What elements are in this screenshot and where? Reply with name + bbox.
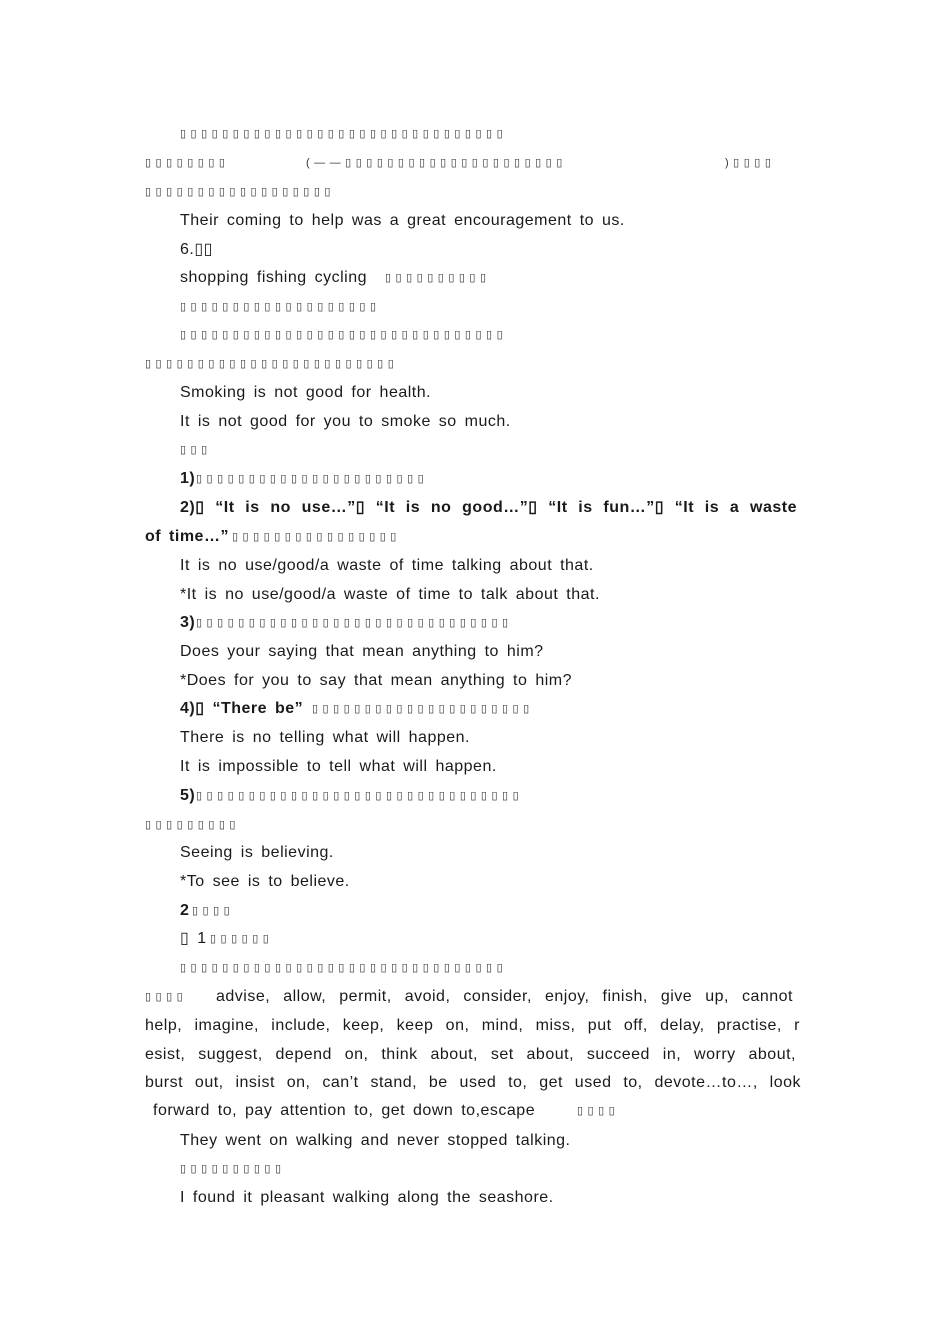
example-sentence: It is not good for you to smoke so much. <box>180 413 511 430</box>
text-line: )▯▯▯▯ <box>725 157 776 169</box>
verb-list: forward to, pay attention to, get down to,escape <box>153 1102 536 1119</box>
verb-list: help, imagine, include, keep, keep on, mind, miss, put off, delay, practise, r <box>145 1017 800 1034</box>
verb-list: esist, suggest, depend on, think about, set about, succeed in, worry about, <box>145 1046 796 1063</box>
example-sentence: Smoking is not good for health. <box>180 384 432 401</box>
verb-list: advise, allow, permit, avoid, consider, enjoy, finish, give up, cannot <box>216 988 793 1005</box>
verb-list: burst out, insist on, can’t stand, be used to, get used to, devote…to…, look <box>145 1074 801 1091</box>
text-line: ▯▯▯▯▯▯▯▯ <box>145 157 230 169</box>
text-line: ▯▯▯▯▯▯▯▯▯▯▯▯▯▯▯▯▯▯▯▯▯▯▯▯▯▯▯▯▯▯▯ <box>180 962 508 974</box>
text-line: ▯▯▯▯▯▯▯▯▯▯ <box>385 272 491 284</box>
text-line: (——▯▯▯▯▯▯▯▯▯▯▯▯▯▯▯▯▯▯▯▯▯ <box>306 157 567 169</box>
text-line: ▯▯▯▯▯▯▯▯▯▯▯▯▯▯▯▯▯▯▯▯▯▯ <box>196 473 429 485</box>
rule-number: 3) <box>180 614 196 631</box>
example-sentence: They went on walking and never stopped talking. <box>180 1132 571 1149</box>
example-sentence: *To see is to believe. <box>180 873 350 890</box>
example-sentence: I found it pleasant walking along the seashore. <box>180 1189 554 1206</box>
example-sentence: Seeing is believing. <box>180 844 334 861</box>
rule-number: 1) <box>180 470 196 487</box>
example-sentence: It is no use/good/a waste of time talking about that. <box>180 557 594 574</box>
rule-text: 4)▯ “There be” <box>180 700 304 717</box>
text-line: ▯▯▯▯▯▯▯▯▯▯▯▯▯▯▯▯▯▯▯▯▯▯▯▯▯▯▯▯▯▯▯ <box>180 128 508 140</box>
section-number: 2 <box>180 902 190 919</box>
example-sentence: It is impossible to tell what will happen. <box>180 758 497 775</box>
text-line: ▯▯▯ <box>180 444 212 456</box>
subsection-number: ▯ 1 <box>180 930 207 947</box>
example-sentence: Does your saying that mean anything to him? <box>180 643 544 660</box>
text-line: ▯▯▯▯ <box>577 1105 620 1117</box>
text-line: ▯▯▯▯▯▯▯▯▯▯▯▯▯▯▯▯▯▯▯▯▯▯▯▯▯▯▯▯▯▯ <box>196 617 513 629</box>
text-line: ▯▯▯▯▯▯▯▯▯ <box>145 819 240 831</box>
rule-number: 5) <box>180 787 196 804</box>
text-line: ▯▯▯▯ <box>145 991 188 1003</box>
text-line: ▯▯▯▯▯▯▯▯▯▯▯▯▯▯▯▯▯▯▯▯▯▯▯▯▯▯▯▯▯▯▯ <box>180 329 508 341</box>
section-number: 6.▯▯ <box>180 241 213 258</box>
text-line: ▯▯▯▯▯▯▯▯▯▯▯▯▯▯▯▯ <box>232 531 401 543</box>
text-line: ▯▯▯▯▯▯▯▯▯▯▯▯▯▯▯▯▯▯▯ <box>180 301 381 313</box>
example-sentence: *Does for you to say that mean anything to him? <box>180 672 573 689</box>
text-line: ▯▯▯▯▯▯▯▯▯▯▯▯▯▯▯▯▯▯▯▯▯▯▯▯▯▯▯▯▯▯▯ <box>196 790 524 802</box>
example-sentence: *It is no use/good/a waste of time to talk about that. <box>180 586 600 603</box>
rule-text: 2)▯ “It is no use…”▯ “It is no good…”▯ “It is fun…”▯ “It is a waste <box>180 499 797 516</box>
text-line: ▯▯▯▯▯▯▯▯▯▯▯▯▯▯▯▯▯▯ <box>145 186 335 198</box>
rule-text: of time…” <box>145 528 229 545</box>
text-line: ▯▯▯▯ <box>192 905 235 917</box>
text-line: ▯▯▯▯▯▯▯▯▯▯▯▯▯▯▯▯▯▯▯▯▯▯▯▯ <box>145 358 399 370</box>
text-line: shopping fishing cycling <box>180 269 367 286</box>
example-sentence: There is no telling what will happen. <box>180 729 470 746</box>
text-line: ▯▯▯▯▯▯▯▯▯▯ <box>180 1163 286 1175</box>
text-line: ▯▯▯▯▯▯▯▯▯▯▯▯▯▯▯▯▯▯▯▯▯ <box>312 703 534 715</box>
text-line: ▯▯▯▯▯▯ <box>210 933 274 945</box>
example-sentence: Their coming to help was a great encouragement to us. <box>180 212 625 229</box>
